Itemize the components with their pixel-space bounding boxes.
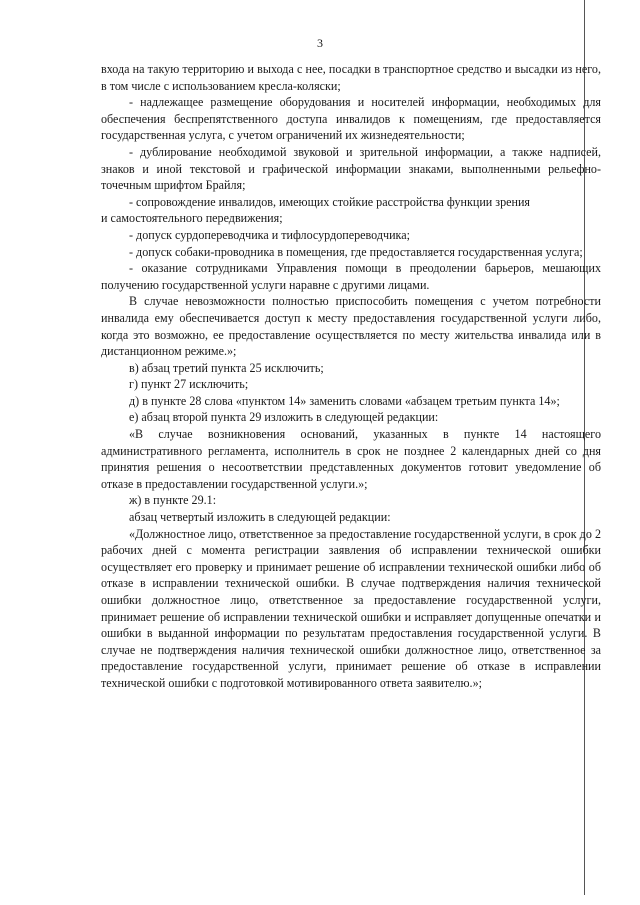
paragraph: - допуск сурдопереводчика и тифлосурдопереводчика;: [129, 227, 410, 242]
paragraph: д) в пункте 28 слова «пунктом 14» заменить словами «абзацем третьим пункта 14»;: [129, 393, 560, 408]
paragraph: - сопровождение инвалидов, имеющих стойкие расстройства функции зрения: [129, 194, 530, 209]
paragraph: в) абзац третий пункта 25 исключить;: [129, 360, 324, 375]
paragraph: - надлежащее размещение оборудования и носителей информации, необходимых для обеспечения беспрепятственного доступа инвалидов к помещениям, где предоставляется государственная услуга, с учетом ограничений их жизнедеятельности;: [101, 95, 601, 143]
paragraph: входа на такую территорию и выхода с нее, посадки в транспортное средство и высадки из него, в том числе с использованием кресла-коляски;: [101, 62, 601, 93]
document-body: [101, 61, 601, 692]
page-number: 3: [317, 36, 323, 50]
paragraph: «В случае возникновения оснований, указанных в пункте 14 настоящего административного регламента, исполнитель в срок не позднее 2 календарных дней со дня принятия решения о несоответствии представленных документов готовит уведомление об отказе в предоставлении государственной услуги.»;: [101, 427, 601, 491]
paragraph: и самостоятельного передвижения;: [101, 211, 283, 226]
paragraph: ж) в пункте 29.1:: [129, 493, 217, 508]
paragraph: - допуск собаки-проводника в помещения, где предоставляется государственная услуга;: [129, 244, 583, 259]
paragraph: г) пункт 27 исключить;: [129, 377, 249, 392]
paragraph: абзац четвертый изложить в следующей редакции:: [129, 510, 391, 525]
paragraph: - дублирование необходимой звуковой и зрительной информации, а также надписей, знаков и иной текстовой и графической информации знаками, выполненными рельефно-точечным шрифтом Брайля;: [101, 144, 601, 193]
paragraph: - оказание сотрудниками Управления помощи в преодолении барьеров, мешающих получению государственной услуги наравне с другими лицами.: [101, 261, 601, 292]
paragraph: е) абзац второй пункта 29 изложить в следующей редакции:: [129, 410, 439, 425]
paragraph: В случае невозможности полностью приспособить помещения с учетом потребности инвалида ему обеспечивается доступ к месту предоставления государственной услуги либо, когда это возможно, ее предоставление осуществляется по месту жительства инвалида или в дистанционном режиме.»;: [101, 294, 601, 359]
paragraph: «Должностное лицо, ответственное за предоставление государственной услуги, в срок до 2 рабочих дней с момента регистрации заявления об исправлении технической ошибки осуществляет его проверку и принимает решение об исправлении технической ошибки либо об отказе в исправлении технической ошибки. В случае подтверждения наличия технической ошибки должностное лицо, ответственное за предоставление государственной услуги, принимает решение об исправлении технической ошибки и исправляет допущенные опечатки и ошибки в выданной информации по результатам предоставления государственной услуги. В случае не подтверждения наличия технической ошибки должностное лицо, ответственное за предоставление государственной услуги, принимает решение об отказе в исправлении технической ошибки с подготовкой мотивированного ответа заявителю.»;: [101, 526, 601, 690]
